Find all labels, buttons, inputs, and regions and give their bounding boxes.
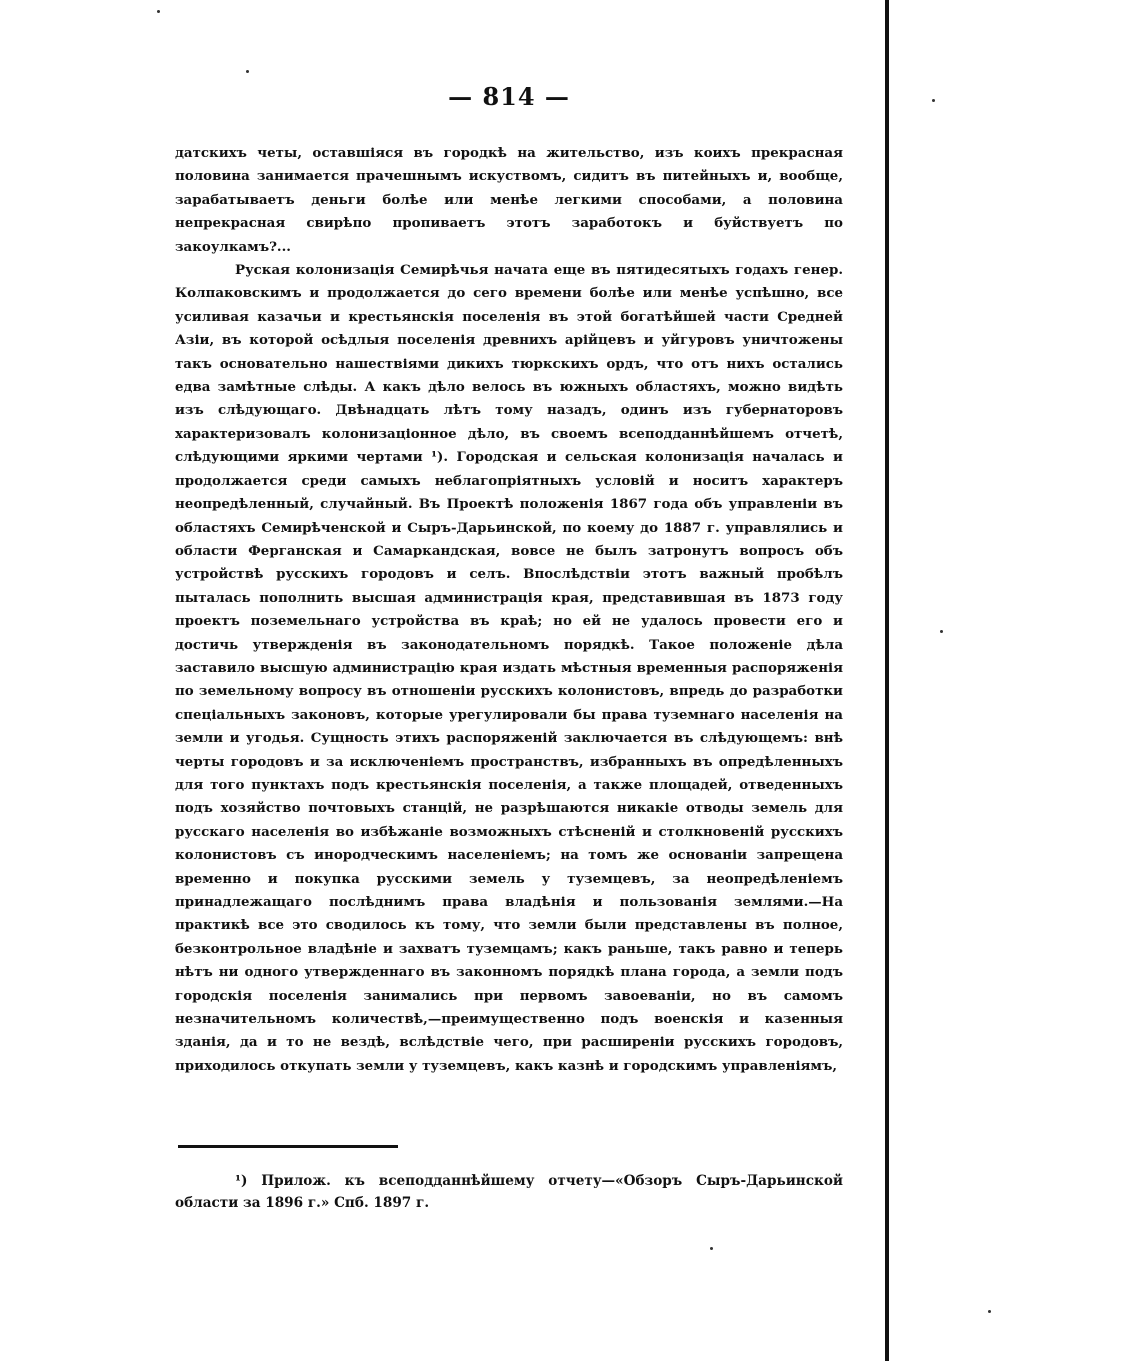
scan-speck: [157, 10, 160, 13]
scan-speck: [932, 99, 935, 102]
paragraph-colonization: Руская колонизація Семирѣчья начата еще въ пятидесятыхъ годахъ генер. Колпаковскимъ и продолжается до сего времени болѣе или менѣе успѣшно, все усиливая казачьи и крестьянскія поселенія въ этой богатѣйшей части Средней Азіи, въ которой осѣдлыя поселенія древнихъ арійцевъ и уйгуровъ уничтожены такъ основательно нашествіями дикихъ тюркскихъ ордъ, что отъ нихъ остались едва замѣтные слѣды. А какъ дѣло велось въ южныхъ областяхъ, можно видѣть изъ слѣдующаго. Двѣнадцать лѣтъ тому назадъ, одинъ изъ губернаторовъ характеризовалъ колонизаціонное дѣло, въ своемъ всеподданнѣйшемъ отчетѣ, слѣдующими яркими чертами ¹). Городская и сельская колонизація началась и продолжается среди самыхъ неблагопріятныхъ условій и носитъ характеръ неопредѣленный, случайный. Въ Проектѣ положенія 1867 года объ управленіи въ областяхъ Семирѣченской и Сыръ-Дарьинской, по коему до 1887 г. управлялись и области Ферганская и Самаркандская, вовсе не былъ затронутъ вопросъ объ устройствѣ русскихъ городовъ и селъ. Впослѣдствіи этотъ важный пробѣлъ пыталась пополнить высшая администрація края, представившая въ 1873 году проектъ поземельнаго устройства въ краѣ; но ей не удалось провести его и достичь утвержденія въ законодательномъ порядкѣ. Такое положеніе дѣла заставило высшую администрацію края издать мѣстныя временныя распоряженія по земельному вопросу въ отношеніи русскихъ колонистовъ, впредь до разработки спеціальныхъ законовъ, которые урегулировали бы права туземнаго населенія на земли и угодья. Сущность этихъ распоряженій заключается въ слѣдующемъ: внѣ черты городовъ и за исключеніемъ пространствъ, избранныхъ въ опредѣленныхъ для того пунктахъ подъ крестьянскія поселенія, а также площадей, отведенныхъ подъ хозяйство почтовыхъ станцій, не разрѣшаются никакіе отводы земель для русскаго населенія во избѣжаніе возможныхъ стѣсненій и столкновеній русскихъ колонистовъ съ инородческимъ населеніемъ; на томъ же основаніи запрещена временно и покупка русскими земель у туземцевъ, за неопредѣленіемъ принадлежащаго послѣднимъ права владѣнія и пользованія землями.—На практикѣ все это сводилось къ тому, что земли были представлены въ полное, безконтрольное владѣніе и захватъ туземцамъ; какъ раньше, такъ равно и теперь нѣтъ ни одного утвержденнаго въ законномъ порядкѣ плана города, а земли подъ городскія поселенія занимались при первомъ завоеваніи, но въ самомъ незначительномъ количествѣ,—преимущественно подъ военскія и казенныя зданія, да и то не вездѣ, вслѣдствіе чего, при расширеніи русскихъ городовъ, приходилось откупать земли у туземцевъ, какъ казнѣ и городскимъ управленіямъ,: [175, 262, 843, 1074]
page-number: — 814 —: [448, 82, 570, 111]
page-edge-line: [885, 0, 889, 1361]
scan-speck: [988, 1310, 991, 1313]
footnote: ¹) Прилож. къ всеподданнѣйшему отчету—«Обзоръ Сыръ-Дарьинской области за 1896 г.» Спб. 1897 г.: [175, 1173, 843, 1211]
footnote-divider: [178, 1145, 398, 1148]
scan-speck: [246, 70, 249, 73]
paragraph-continued: датскихъ четы, оставшіяся въ городкѣ на жительство, изъ коихъ прекрасная половина занимается прачешнымъ искуствомъ, сидитъ въ питейныхъ и, вообще, зарабатываетъ деньги болѣе или менѣе легкими способами, а половина непрекрасная свирѣпо пропиваетъ этотъ заработокъ и буйствуетъ по закоулкамъ?...: [175, 145, 843, 255]
scan-speck: [710, 1247, 713, 1250]
body-text: [175, 142, 843, 1078]
scan-speck: [940, 630, 943, 633]
